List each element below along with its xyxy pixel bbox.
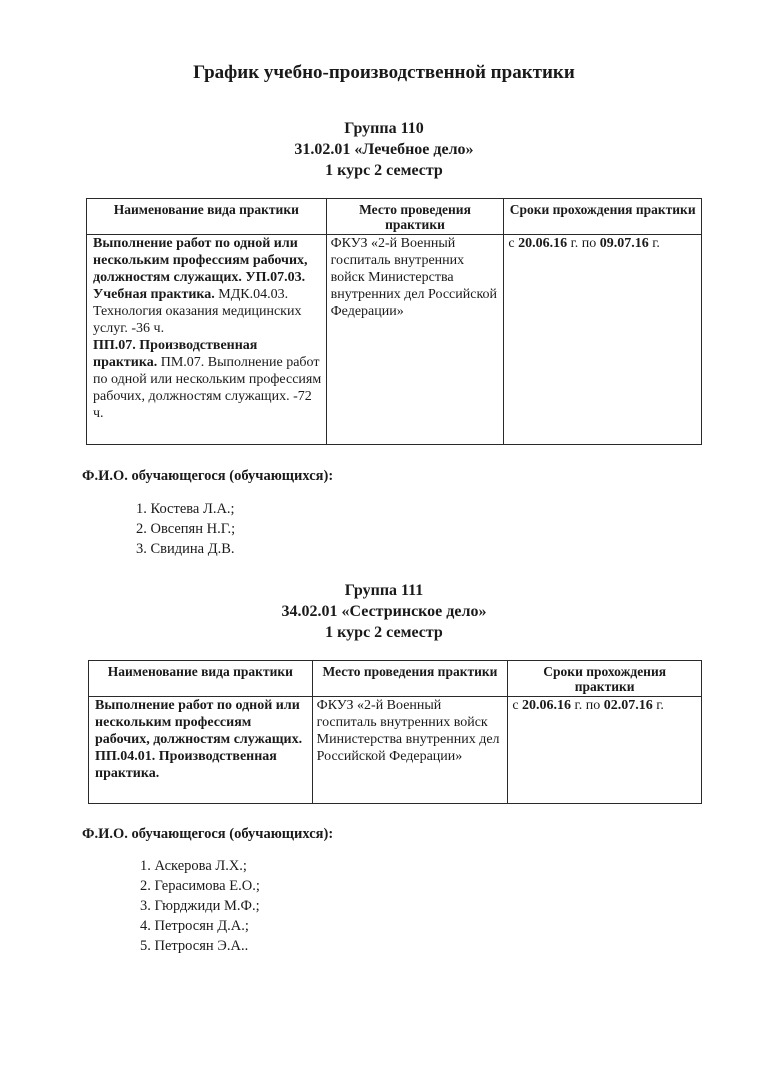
date-prefix: с [512,698,523,713]
practice-type-text-1: МДК.04.03. Технология оказания медицинских услуг. -36 ч. [93,287,302,336]
group-name: Группа 110 [344,120,424,137]
table-row [87,235,702,445]
table-header-row [87,199,702,235]
date-suffix: г. [648,236,660,251]
fio-label: Ф.И.О. обучающегося (обучающихся): [82,826,334,842]
practice-type-bold-1: Выполнение работ по одной или нескольким профессиям рабочих, должностям служащих. УП.07.03. Учебная практика. [93,236,308,302]
course-semester: 1 курс 2 семестр [325,162,443,179]
student-list-111 [140,856,260,956]
date-end: 09.07.16 [599,236,649,251]
list-item: 5. Петросян Э.А.. [140,938,249,954]
table-header-row [89,661,702,697]
date-mid: г. по [571,698,604,713]
col-header-place: Место проведения практики [312,661,508,697]
practice-type-bold-2: ПП.07. Производственная практика. [93,338,258,370]
date-prefix: с [508,236,519,251]
specialty: 34.02.01 «Сестринское дело» [281,603,487,620]
practice-place-cell: ФКУЗ «2-й Военный госпиталь внутренних войск Министерства внутренних дел Российской Федерации» [326,235,504,445]
list-item: 1. Аскерова Л.Х.; [140,858,247,874]
document-title: График учебно-производственной практики [193,62,575,83]
list-item: 1. Костева Л.А.; [136,501,235,517]
col-header-dates: Сроки прохождения практики [504,199,702,235]
date-suffix: г. [652,698,664,713]
col-header-type: Наименование вида практики [89,661,313,697]
col-header-dates: Сроки прохождения практики [508,661,702,697]
table-row [89,697,702,804]
col-header-type: Наименование вида практики [87,199,327,235]
practice-type-cell [89,697,313,804]
list-item: 2. Овсепян Н.Г.; [136,521,236,537]
group-name: Группа 111 [344,582,424,599]
date-end: 02.07.16 [603,698,653,713]
practice-type-text-2: ПМ.07. Выполнение работ по одной или нескольким профессиям рабочих, должностям служащих. -72 ч. [93,355,322,421]
practice-type-cell [87,235,327,445]
student-list-110 [136,499,235,559]
date-mid: г. по [567,236,600,251]
date-start: 20.06.16 [522,698,572,713]
schedule-table-110 [86,198,702,445]
course-semester: 1 курс 2 семестр [325,624,443,641]
list-item: 2. Герасимова Е.О.; [140,878,260,894]
col-header-place: Место проведения практики [326,199,504,235]
group-110-header [0,118,768,181]
list-item: 3. Гюрджиди М.Ф.; [140,898,260,914]
practice-place-cell: ФКУЗ «2-й Военный госпиталь внутренних войск Министерства внутренних дел Российской Федерации» [312,697,508,804]
list-item: 4. Петросян Д.А.; [140,918,249,934]
practice-dates-cell [508,697,702,804]
list-item: 3. Свидина Д.В. [136,541,235,557]
specialty: 31.02.01 «Лечебное дело» [294,141,474,158]
date-start: 20.06.16 [518,236,568,251]
practice-dates-cell [504,235,702,445]
schedule-table-111 [88,660,702,804]
practice-type-bold-1: Выполнение работ по одной или нескольким профессиям рабочих, должностям служащих. ПП.04.01. Производственная практика. [95,698,303,781]
fio-label: Ф.И.О. обучающегося (обучающихся): [82,468,334,484]
group-111-header [0,580,768,643]
